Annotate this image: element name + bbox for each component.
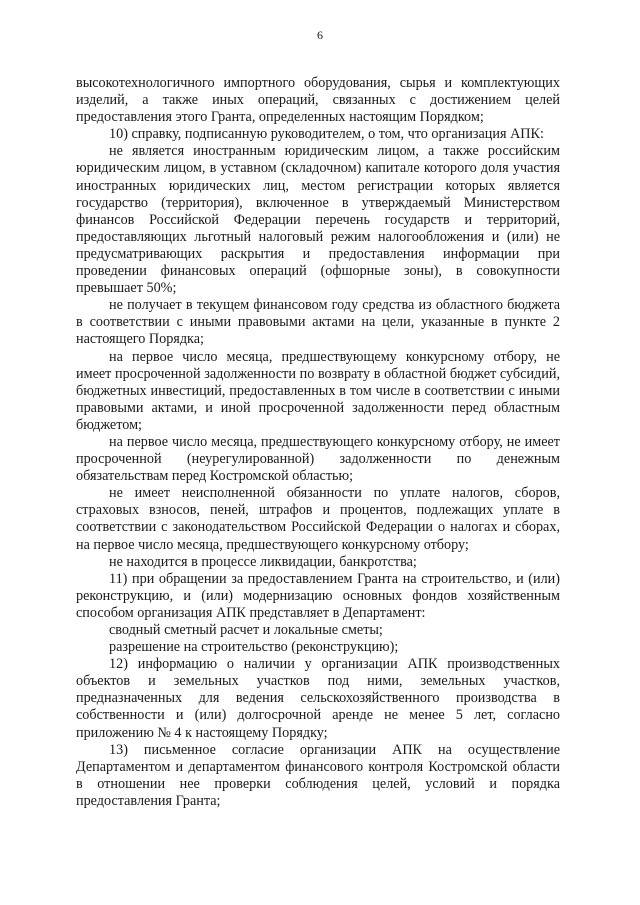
paragraph-no-overdue-region-debt: на первое число месяца, предшествующего конкурсному отбору, не имеет просроченной (неурегулированной) задолженности по денежным обязательствам перед Костромской областью;	[76, 433, 560, 485]
paragraph-not-foreign-entity: не является иностранным юридическим лицом, а также российским юридическим лицом, в уставном (складочном) капитале которого доля участия иностранных юридических лиц, местом регистрации которых является государство (территория), включенное в утверждаемый Министерством финансов Российской Федерации перечень государств и территорий, предоставляющих льготный налоговый режим налогообложения и (или) не предусматривающих раскрытия и предоставления информации при проведении финансовых операций (офшорные зоны), в совокупности превышает 50%;	[76, 143, 560, 297]
document-body	[76, 75, 560, 810]
paragraph-no-overdue-budget-debt: на первое число месяца, предшествующему конкурсному отбору, не имеет просроченной задолженности по возврату в областной бюджет субсидий, бюджетных инвестиций, предоставленных в том числе в соответствии с иными правовыми актами, и иной просроченной задолженности перед областным бюджетом;	[76, 348, 560, 433]
paragraph-not-in-liquidation: не находится в процессе ликвидации, банкротства;	[109, 553, 417, 570]
paragraph-item-12: 12) информацию о наличии у организации АПК производственных объектов и земельных участков под ними, земельных участков, предназначенных для ведения сельскохозяйственного производства в собственности и (или) долгосрочной аренде не менее 5 лет, согласно приложению № 4 к настоящему Порядку;	[76, 656, 560, 741]
paragraph-estimate: сводный сметный расчет и локальные сметы;	[109, 622, 383, 638]
paragraph-item-13: 13) письменное согласие организации АПК на осуществление Департаментом и департаментом финансового контроля Костромской области в отношении нее проверки соблюдения целей, условий и порядка предоставления Гранта;	[76, 741, 560, 809]
paragraph-no-tax-obligations: не имеет неисполненной обязанности по уплате налогов, сборов, страховых взносов, пеней, штрафов и процентов, подлежащих уплате в соответствии с законодательством Российской Федерации о налогах и сборах, на первое число месяца, предшествующего конкурсному отбору;	[76, 485, 560, 553]
paragraph-equipment-continuation: высокотехнологичного импортного оборудования, сырья и комплектующих изделий, а также иных операций, связанных с достижением целей предоставления этого Гранта, определенных настоящим Порядком;	[76, 75, 560, 126]
paragraph-item-11: 11) при обращении за предоставлением Гранта на строительство, и (или) реконструкцию, и (или) модернизацию основных фондов хозяйственным способом организация АПК представляет в Департамент:	[76, 570, 560, 621]
paragraph-construction-permit: разрешение на строительство (реконструкцию);	[109, 639, 399, 656]
paragraph-no-regional-funds: не получает в текущем финансовом году средства из областного бюджета в соответствии с иными правовыми актами на цели, указанные в пункте 2 настоящего Порядка;	[76, 297, 560, 348]
paragraph-item-10: 10) справку, подписанную руководителем, о том, что организация АПК:	[109, 126, 544, 143]
page-number: 6	[317, 28, 323, 42]
